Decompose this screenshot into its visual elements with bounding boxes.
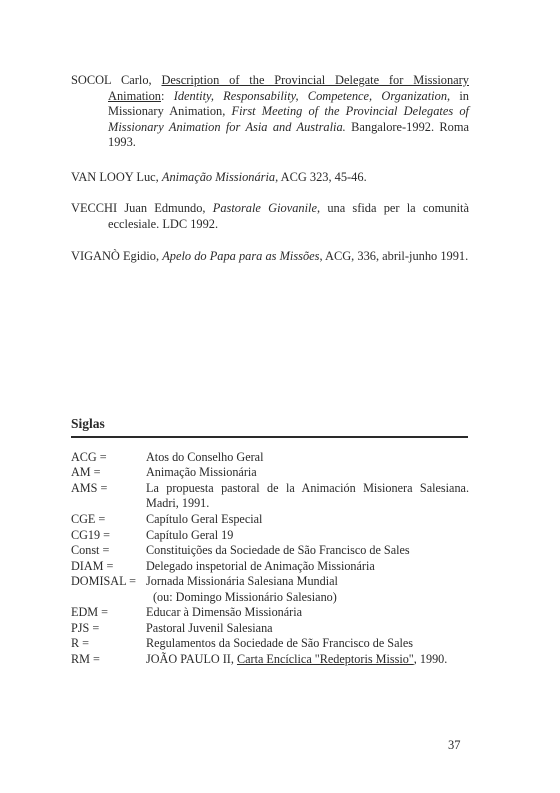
sigla-abbr: PJS = bbox=[71, 621, 100, 635]
sigla-abbr: CG19 = bbox=[71, 528, 111, 542]
entry-tail: , ACG 323, 45-46. bbox=[275, 170, 367, 184]
sigla-desc: Animação Missionária bbox=[146, 465, 257, 479]
sigla-desc: Capítulo Geral Especial bbox=[146, 512, 263, 526]
entry-subtitle: Identity, Responsability, Competence, Organization bbox=[173, 88, 448, 103]
sigla-abbr: Const = bbox=[71, 543, 110, 557]
sigla-abbr: AM = bbox=[71, 465, 101, 479]
sigla-desc-suffix: , 1990. bbox=[413, 652, 448, 666]
entry-author: VIGANÒ Egidio, bbox=[71, 249, 160, 263]
sigla-desc: La propuesta pastoral de la Animación Misionera Salesiana. Madri, 1991. bbox=[146, 481, 469, 510]
sigla-desc: Capítulo Geral 19 bbox=[146, 528, 234, 542]
entry-tail: , ACG, 336, abril-junho 1991. bbox=[319, 249, 469, 263]
sigla-desc: Educar à Dimensão Missionária bbox=[146, 605, 303, 619]
sigla-desc: Jornada Missionária Salesiana Mundial bbox=[146, 574, 338, 588]
bibliography-entry-socol bbox=[71, 73, 469, 151]
sigla-desc-continuation: (ou: Domingo Missionário Salesiano) bbox=[153, 590, 337, 604]
entry-title: Apelo do Papa para as Missões bbox=[162, 249, 320, 263]
entry-title: Animação Missionária bbox=[161, 170, 276, 184]
bibliography-entry-vigano bbox=[71, 249, 469, 265]
entry-tail: , una sfida per la comunità ecclesiale. LDC 1992. bbox=[108, 201, 469, 231]
entry-author: SOCOL Carlo, bbox=[71, 73, 152, 87]
bibliography-entry-vanlooy bbox=[71, 170, 469, 186]
entry-author: VECCHI Juan Edmundo, bbox=[71, 201, 206, 215]
entry-source: First Meeting of the Provincial Delegates of Missionary Animation for Asia and Australia. bbox=[108, 104, 469, 134]
sigla-desc: Delegado inspetorial de Animação Missionária bbox=[146, 559, 375, 573]
sigla-desc-prefix: JOÃO PAULO II, bbox=[146, 652, 237, 666]
sigla-desc: Atos do Conselho Geral bbox=[146, 450, 264, 464]
sigla-desc: Constituições da Sociedade de São Francisco de Sales bbox=[146, 543, 410, 557]
sigla-desc: Regulamentos da Sociedade de São Francisco de Sales bbox=[146, 636, 414, 650]
entry-author: VAN LOOY Luc, bbox=[71, 170, 159, 184]
sigla-desc bbox=[146, 652, 469, 667]
sigla-abbr: EDM = bbox=[71, 605, 109, 619]
page-number: 37 bbox=[448, 738, 461, 752]
sigla-abbr: ACG = bbox=[71, 450, 107, 464]
sigla-abbr: AMS = bbox=[71, 481, 108, 495]
bibliography-entry-vecchi bbox=[71, 201, 469, 232]
sigla-desc: Pastoral Juvenil Salesiana bbox=[146, 621, 273, 635]
sigla-abbr: CGE = bbox=[71, 512, 106, 526]
sigla-abbr: DIAM = bbox=[71, 559, 114, 573]
sigla-abbr: RM = bbox=[71, 652, 100, 666]
sigla-abbr: R = bbox=[71, 636, 90, 650]
siglas-heading: Siglas bbox=[71, 416, 468, 438]
entry-tail: Bangalore-1992. Roma 1993. bbox=[108, 119, 470, 150]
entry-separator: : bbox=[161, 88, 174, 103]
entry-title: Pastorale Giovanile bbox=[212, 201, 318, 215]
sigla-abbr: DOMISAL = bbox=[71, 574, 136, 588]
sigla-desc-underlined: Carta Encíclica "Redeptoris Missio" bbox=[236, 652, 414, 666]
entry-title: Description of the Provincial Delegate for Missionary Animation bbox=[108, 73, 469, 103]
entry-mid: , in Missionary Animation, bbox=[108, 88, 469, 119]
